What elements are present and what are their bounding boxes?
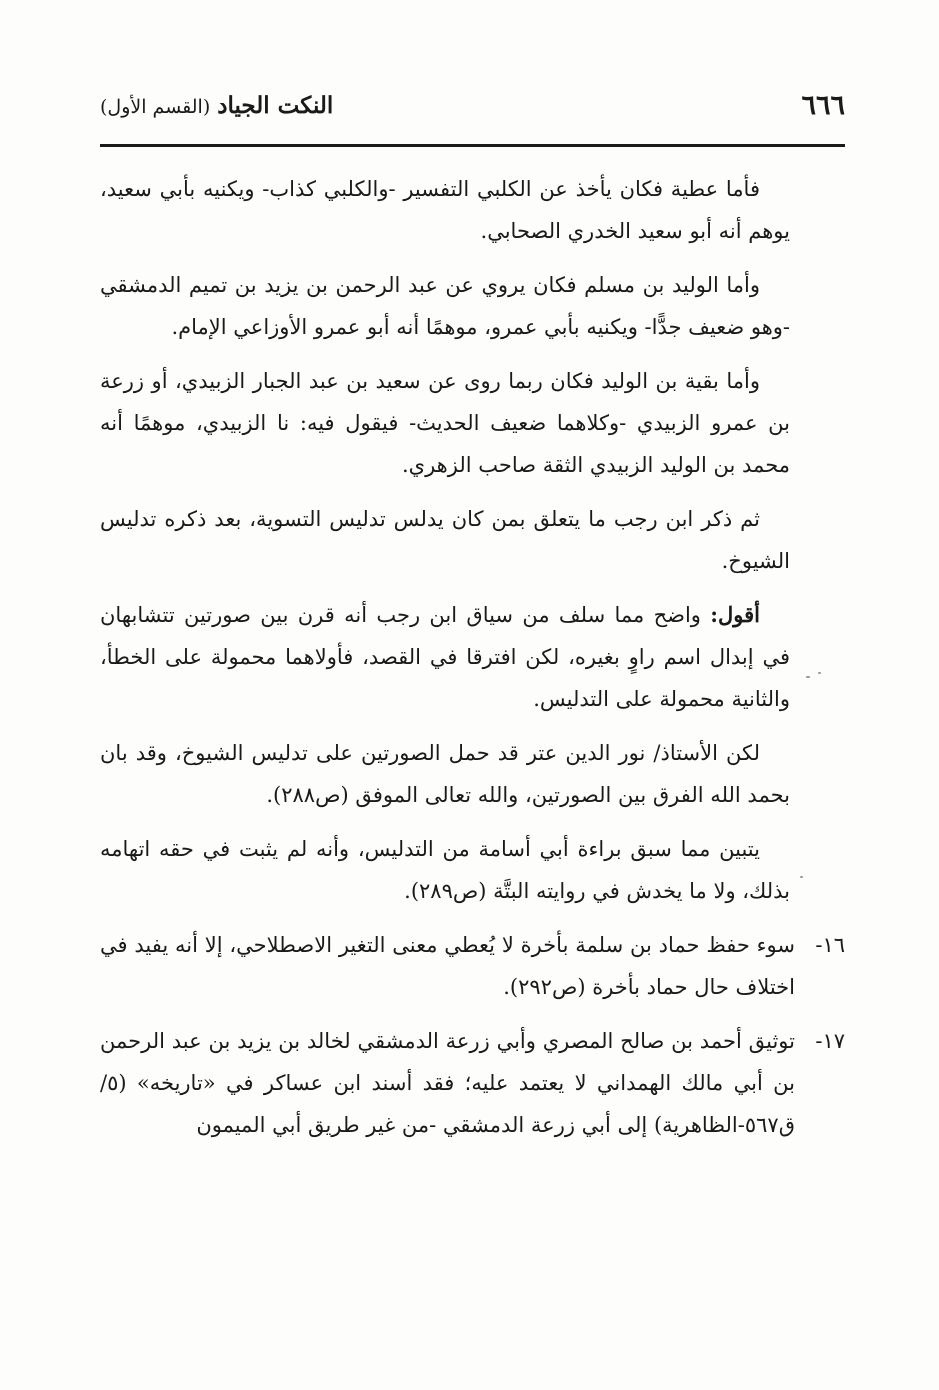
- item-text: توثيق أحمد بن صالح المصري وأبي زرعة الدمشقي لخالد بن يزيد بن عبد الرحمن بن أبي مالك الهمداني لا يعتمد عليه؛ فقد أسند ابن عساكر في «تاريخه» (٥/ ق٥٦٧-الظاهرية) إلى أبي زرعة الدمشقي -من غير طريق أبي الميمون: [100, 1029, 795, 1137]
- header-rule: [100, 144, 845, 147]
- paragraph: وأما بقية بن الوليد فكان ربما روى عن سعيد بن عبد الجبار الزبيدي، أو زرعة بن عمرو الزبيدي -وكلاهما ضعيف الحديث- فيقول فيه: نا الزبيدي، موهمًا أنه محمد بن الوليد الزبيدي الثقة صاحب الزهري.: [100, 369, 790, 477]
- paragraph: فأما عطية فكان يأخذ عن الكلبي التفسير -والكلبي كذاب- ويكنيه بأبي سعيد، يوهم أنه أبو سعيد الخدري الصحابي.: [100, 177, 790, 243]
- paragraph: يتبين مما سبق براءة أبي أسامة من التدليس، وأنه لم يثبت في حقه اتهامه بذلك، ولا ما يخدش في روايته البتَّة (ص٢٨٩).: [100, 837, 790, 903]
- item-number: ١٧-: [815, 1029, 845, 1053]
- numbered-item: [100, 924, 845, 1008]
- numbered-item: [100, 1020, 845, 1146]
- page-header: [100, 88, 845, 134]
- section-label: (القسم الأول): [100, 96, 211, 118]
- paragraph: لكن الأستاذ/ نور الدين عتر قد حمل الصورتين على تدليس الشيوخ، وقد بان بحمد الله الفرق بين الصورتين، والله تعالى الموفق (ص٢٨٨).: [100, 741, 790, 807]
- paragraph: ثم ذكر ابن رجب ما يتعلق بمن كان يدلس تدليس التسوية، بعد ذكره تدليس الشيوخ.: [100, 507, 790, 573]
- scan-speck: [806, 676, 810, 678]
- aqool-text: واضح مما سلف من سياق ابن رجب أنه قرن بين صورتين تتشابهان في إبدال اسم راوٍ بغيره، لكن افترقا في القصد، فأولاهما محمولة على الخطأ، والثانية محمولة على التدليس.: [100, 603, 790, 711]
- main-text: [100, 168, 845, 1158]
- item-number: ١٦-: [815, 933, 845, 957]
- scan-speck: [818, 672, 821, 674]
- aqool-paragraph: [100, 594, 790, 720]
- running-title: [100, 92, 333, 119]
- paragraph: وأما الوليد بن مسلم فكان يروي عن عبد الرحمن بن يزيد بن تميم الدمشقي -وهو ضعيف جدًّا- ويكنيه بأبي عمرو، موهمًا أنه أبو عمرو الأوزاعي الإمام.: [100, 273, 790, 339]
- item-text: سوء حفظ حماد بن سلمة بأخرة لا يُعطي معنى التغير الاصطلاحي، إلا أنه يفيد في اختلاف حال حماد بأخرة (ص٢٩٢).: [100, 933, 795, 999]
- book-title: النكت الجياد: [217, 92, 334, 119]
- page-number: ٦٦٦: [801, 90, 845, 121]
- aqool-label: أقول:: [710, 602, 760, 627]
- scan-speck: [800, 876, 803, 878]
